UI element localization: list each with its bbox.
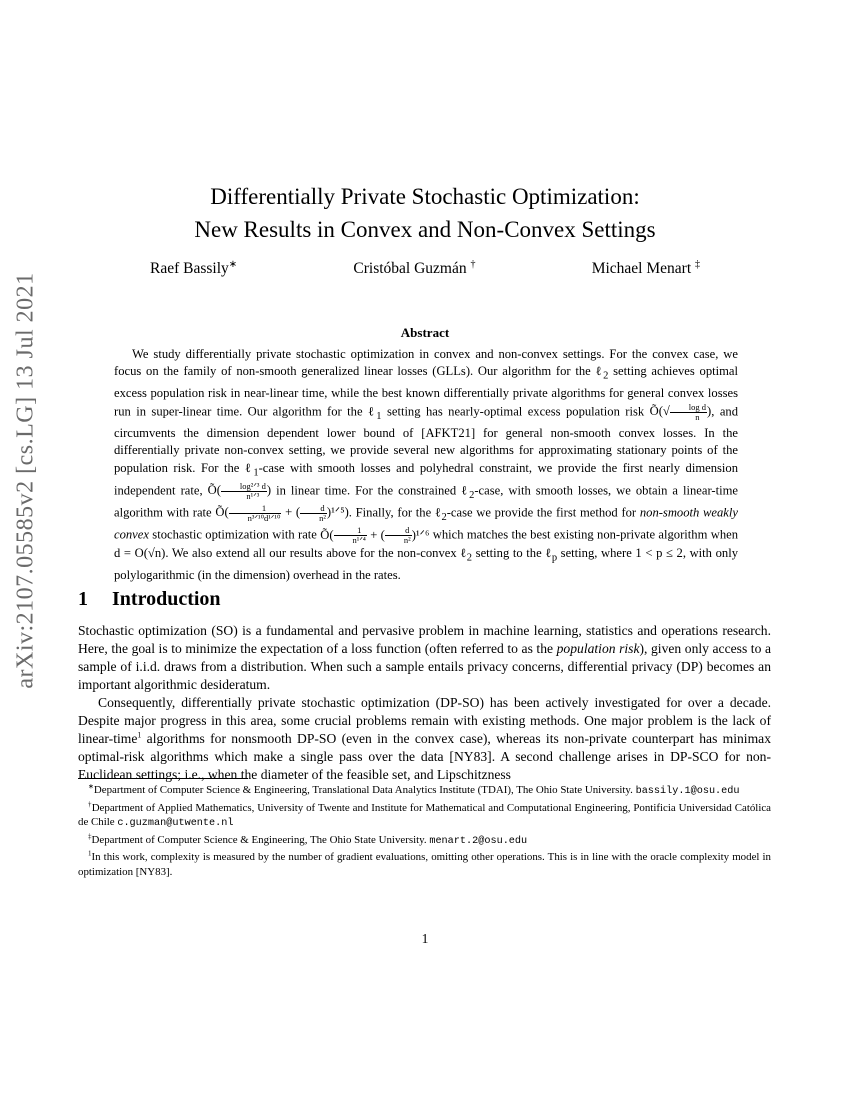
rate-l1: Õ(√ $\frac{\text{log d}}{n}$ ): [649, 401, 712, 422]
author-2-mark: †: [470, 258, 476, 270]
section-heading: [78, 588, 221, 611]
author-2-name: Cristóbal Guzmán: [353, 260, 467, 277]
footnote-3: ‡Department of Computer Science & Engineering, The Ohio State University. menart.2@osu.edu: [88, 832, 528, 847]
footnote-2: †Department of Applied Mathematics, University of Twente and Institute for Mathematical and Computational Engineering, Pontificia Universidad Católica de Chile c.guzman@utwente.nl: [78, 799, 772, 830]
author-3-name: Michael Menart: [591, 260, 692, 277]
title-line-1: Differentially Private Stochastic Optimization:: [210, 184, 640, 209]
author-2: [353, 260, 475, 278]
footnote-1: ∗Department of Computer Science & Engineering, Translational Data Analytics Institute (TDAI), The Ohio State University. bassily.1@osu.edu: [88, 782, 740, 797]
author-3: [592, 260, 700, 278]
section-number: 1: [78, 588, 88, 610]
page-number: 1: [421, 931, 429, 946]
email-menart[interactable]: menart.2@osu.edu: [429, 835, 528, 847]
introduction-body: [78, 622, 771, 784]
footnote-ref-1: 1: [137, 730, 142, 740]
footnote-4: $^1$In this work, complexity is measured by the number of gradient evaluations, omitting other operations. This is in line with the oracle complexity model in optimization [NY83].: [78, 849, 771, 878]
author-list: [150, 260, 700, 278]
abstract-heading: Abstract: [400, 325, 450, 340]
email-guzman[interactable]: c.guzman@utwente.nl: [117, 818, 234, 830]
intro-paragraph-2: Consequently, differentially private stochastic optimization (DP-SO) has been actively investigated for over a decade. Despite major progress in this area, some crucial problems remain with existing methods. One major problem is the lack of linear-time$^1$ algorithms for nonsmooth DP-SO (even in the convex case), whereas its non-private counterpart has minimax optimal-risk algorithms which make a single pass over the data [NY83]. A second challenge arises in DP-SCO for non-Euclidean settings; i.e., when the diameter of the feasible set, and Lipschitzness: [78, 695, 771, 782]
abstract-body: [114, 346, 738, 585]
paper-title: [100, 180, 750, 246]
rate-l2-constrained: Õ( $\frac{1}{\text{n³ᐟ¹⁰d¹ᐟ¹⁰}}$ + ( $\frac{d}{\text{n²}}$ )¹ᐟ⁵): [215, 503, 349, 524]
footnote-divider: [78, 778, 248, 779]
footnotes: [78, 783, 771, 881]
rate-weakly-convex: Õ( $\frac{1}{\text{n¹ᐟ⁴}}$ + ( $\frac{d}{\text{n²}}$ )¹ᐟ⁶: [320, 525, 430, 546]
intro-paragraph-1: Stochastic optimization (SO) is a fundamental and pervasive problem in machine learning, statistics and operations research. Here, the goal is to minimize the expectation of a loss function (often referred to as the population risk), given only access to a sample of i.i.d. draws from a distribution. When such a sample entails privacy concerns, differential privacy (DP) becomes an important algorithmic desideratum.: [78, 623, 771, 692]
author-1-mark: ∗: [228, 258, 238, 270]
author-1-name: Raef Bassily: [150, 260, 229, 277]
author-1: [150, 260, 237, 278]
arxiv-identifier-text: arXiv:2107.05585v2 [cs.LG] 13 Jul 2021: [12, 271, 39, 689]
email-bassily[interactable]: bassily.1@osu.edu: [635, 786, 740, 797]
author-3-mark: ‡: [695, 258, 700, 270]
title-line-2: New Results in Convex and Non-Convex Settings: [194, 217, 656, 242]
section-title: Introduction: [112, 588, 221, 610]
abstract-paragraph: We study differentially private stochastic optimization in convex and non-convex settings. For the convex case, we focus on the family of non-smooth generalized linear losses (GLLs). Our algorithm for the ℓ$_2$ setting achieves optimal excess population risk in near-linear time, while the best known differentially private algorithms for general convex losses run in super-linear time. Our algorithm for the ℓ$_1$ setting has nearly-optimal excess population risk Õ(√ $\frac{\text{log d}}{n}$ ), and circumvents the dimension dependent lower bound of [AFKT21] for general non-smooth convex losses. In the differentially private non-convex setting, we provide several new algorithms for approximating stationary points of the population risk. For the ℓ$_1$-case with smooth losses and polyhedral constraint, we provide the first nearly dimension independent rate, Õ( $\frac{\text{log²ᐟ³ d}}{\text{n¹ᐟ³}}$ ) in linear time. For the constrained ℓ$_2$-case, with smooth losses, we obtain a linear-time algorithm with rate Õ( $\frac{1}{\text{n³ᐟ¹⁰d¹ᐟ¹⁰}}$ + ( $\frac{d}{\text{n²}}$ )¹ᐟ⁵). Finally, for the ℓ$_2$-case we provide the first method for non-smooth weakly convex stochastic optimization with rate Õ( $\frac{1}{\text{n¹ᐟ⁴}}$ + ( $\frac{d}{\text{n²}}$ )¹ᐟ⁶ which matches the best existing non-private algorithm when d = O(√n). We also extend all our results above for the non-convex ℓ$_2$ setting to the ℓ$_p$ setting, where 1 < p ≤ 2, with only polylogarithmic (in the dimension) overhead in the rates.: [114, 347, 739, 583]
rate-l1-nonconvex: Õ( $\frac{\text{log²ᐟ³ d}}{\text{n¹ᐟ³}}$ ): [207, 480, 272, 501]
